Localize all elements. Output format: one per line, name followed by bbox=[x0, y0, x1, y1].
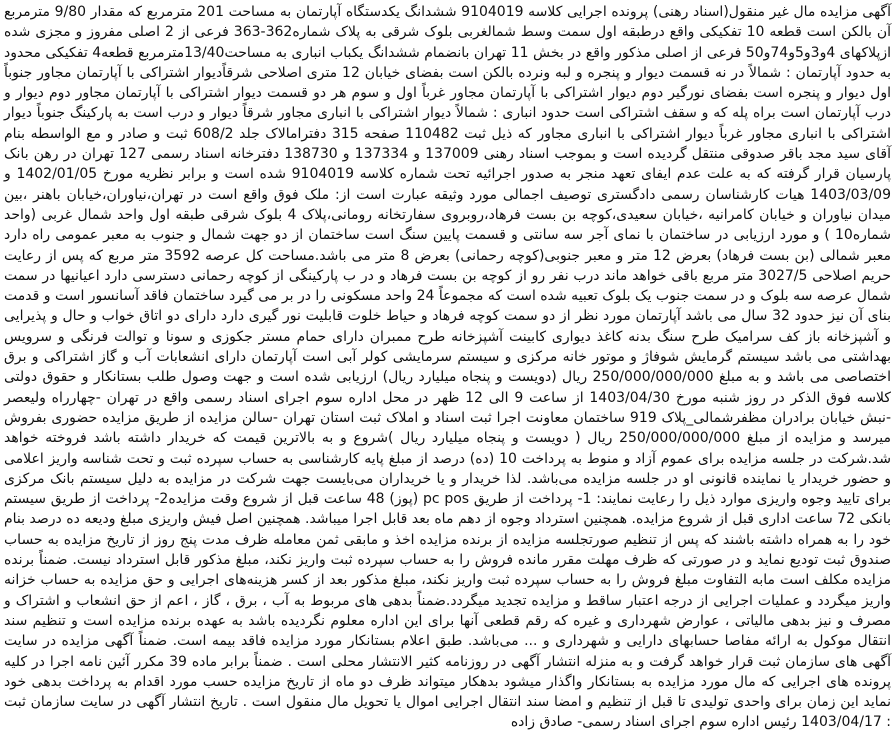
auction-notice-text: آگهی مزایده مال غیر منقول(اسناد رهنی) پرونده اجرایی کلاسه 9104019 ششدانگ یکدستگاه آپارتمان به مساحت 201 مترمربع که مقدار 9/80 مترمربع آن بالکن است قطعه 10 تفکیکی واقع درطبقه اول سمت وسط شمالغربی بلوک شرقی به پلاک شماره362-363 فرعی از 2 اصلی مفروز و مجزی شده ازپلاکهای 4و3و5و74و50 فرعی از اصلی مذکور واقع در بخش 11 تهران بانضمام ششدانگ یکباب انباری به مساحت13/40مترمربع قطعه4 تفکیکی محدود به حدود آپارتمان : شمالاً در نه قسمت دیوار و پنجره و لبه ونرده بالکن است بفضای خیابان 12 متری اصلاحی شرقاًدیوار اشتراکی با آپارتمان مجاور جنوباً اول دیوار و پنجره است بفضای نورگیر دوم دیوار اشتراکی با آپارتمان مجاور غرباً اول و سوم هر دو قسمت دیوار اشتراکی با آپارتمان مجاور دوم دیوار و درب آپارتمان است براه پله که و سقف اشتراکی است حدود انباری : شمالاً دیوار اشتراکی با انباری مجاور شرقاً دیوار و درب است به پارکینگ جنوباً دیوار اشتراکی با انباری مجاور غرباً دیوار اشتراکی با انباری مجاور که ذیل ثبت 110482 صفحه 315 دفترامالاک جلد 608/2 ثبت و صادر و مع الواسطه بنام آقای سید مجد باقر صدوقی منتقل گردیده است و بموجب اسناد رهنی 137009 و 137334 و 138730 دفترخانه اسناد رسمی 127 تهران در رهن بانک پارسیان قرار گرفته که به علت عدم ایفای تعهد منجر به صدور اجرائیه تحت شماره کلاسه 9104019 شده است و برابر نظریه مورخ 1402/01/05 و 1403/03/09 هیات کارشناسان رسمی دادگستری توصیف اجمالی مورد وثیقه عبارت است از: ملک فوق واقع است در تهران،نیاوران،خیابان باهنر ،بین میدان نیاوران و خیابان کامرانیه ،خیابان سعیدی،کوچه بن بست فرهاد،روبروی سفارتخانه رومانی،پلاک 4 بلوک شرقی طبقه اول واحد شمال غربی (واحد شماره10 ) و مورد ارزیابی در ساختمان با نمای آجر سه سانتی و قسمت پایین سنگ است ساختمان از دو جهت شمال و جنوب به معبر عمومی راه دارد معبر شمالی (بن بست فرهاد) بعرض 12 متر و معبر جنوبی(کوچه رحمانی) بعرض 8 متر می باشد.مساحت کل عرصه 3592 متر مربع که پس از رعایت حریم اصلاحی 3027/5 متر مربع باقی خواهد ماند درب نفر رو از کوچه بن بست فرهاد و در ب پارکینگی از کوچه رحمانی دسترسی دارد اعیانیها در سمت شمال عرصه سه بلوک و در سمت جنوب یک بلوک تعبیه شده است که مجموعاً 24 واحد مسکونی را در بر می گیرد ساختمان فاقد آسانسور است و قدمت بنای آن نیز حدود 32 سال می باشد آپارتمان مورد نظر از دو سمت کوچه فرهاد و حیاط خلوت قابلیت نور گیری دارد دارای دو اتاق خواب و حال و پذیرایی و آشپزخانه باز کف سرامیک طرح سنگ بدنه کاغذ دیواری کابینت آشپزخانه طرح ممبران دارای حمام مستر جکوزی و سونا و توالت فرنگی و سرویس بهداشتی می باشد سیستم گرمایش شوفاژ و موتور خانه مرکزی و سیستم سرمایشی کولر آبی است آپارتمان دارای انشعابات آب و گاز اشتراکی و برق اختصاصی می باشد و به مبلغ 250/000/000/000 ریال (دویست و پنجاه میلیارد ریال) ارزیابی شده است و جهت وصول طلب بستانکار و حقوق دولتی کلاسه فوق الذکر در روز شنبه مورخ 1403/04/30 از ساعت 9 الی 12 ظهر در محل اداره سوم اجرای اسناد رسمی واقع در تهران -چهارراه ولیعصر -نبش خیابان برادران مظفرشمالی_پلاک 919 ساختمان معاونت اجرا ثبت اسناد و املاک ثبت استان تهران -سالن مزایده از طریق مزایده حضوری بفروش میرسد و مزایده از مبلغ 250/000/000/000 ریال ( دویست و پنجاه میلیارد ریال )شروع و به بالاترین قیمت که خریدار داشته باشد فروخته خواهد شد.شرکت در جلسه مزایده برای عموم آزاد و منوط به پرداخت 10 (ده) درصد از مبلغ پایه کارشناسی به حساب سپرده ثبت و تحت شناسه واریز اعلامی و حضور خریدار یا نماینده قانونی او در جلسه مزایده می‌باشد. لذا خریدار و یا خریداران می‌بایست جهت شرکت در مزایده به دلیل سیستم بانک مرکزی برای تایید وجوه واریزی موارد ذیل را رعایت نمایند: 1- پرداخت از طریق pc pos (پوز) 48 ساعت قبل از شروع وقت مزایده2- پرداخت از طریق سیستم بانکی 72 ساعت اداری قبل از شروع مزایده. همچنین استرداد وجوه از دهم ماه بعد قابل اجرا میباشد. همچنین اصل فیش واریزی مبلغ ودیعه ده درصد بنام خود را به همراه داشته باشند که پس از تنظیم صورتجلسه مزایده از برنده مزایده اخذ و مابقی ثمن معامله ظرف مدت پنج روز از تاریخ مزایده به حساب صندوق ثبت تودیع نماید و در صورتی که ظرف مهلت مقرر مانده فروش را به حساب سپرده ثبت واریز نکند، مبلغ مذکور قابل استرداد نیست. ضمناً برنده مزایده مکلف است مابه التفاوت مبلغ فروش را به حساب سپرده ثبت واریز نکند، مبلغ مذکور بعد از کسر هزینه‌های اجرایی و حق مزایده به حساب خزانه واریز میگردد و عملیات اجرایی از درجه اعتبار ساقط و مزایده تجدید میگردد.ضمناً بدهی های مربوط به آب ، برق ، گاز ، اعم از حق انشعاب و اشتراک و مصرف و نیز بدهی مالیاتی ، عوارض شهرداری و غیره که رقم قطعی آنها برای این اداره معلوم نگردیده باشد به عهده برنده مزایده است و تنظیم سند انتقال موکول به ارائه مفاصا حسابهای دارایی و شهرداری و ... می‌باشد. طبق اعلام بستانکار مورد مزایده فاقد بیمه است. ضمناً آگهی مزایده در سایت آگهی های سازمان ثبت قرار خواهد گرفت و به منزله انتشار آگهی در روزنامه کثیر الانتشار محلی است . ضمناً برابر ماده 39 مکرر آئین نامه اجرا در کلیه پرونده های اجرایی که مال مورد مزایده به بستانکار واگذار میشود بدهکار میتواند ظرف دو ماه از تاریخ مزایده حسب مورد اقدام به پرداخت بدهی خود نماید این زمان برای واحدی تولیدی تا قبل از تنظیم و امضا سند انتقال اجرایی اموال یا تحویل مال منقول است . تاریخ انتشار آگهی در سایت سازمان ثبت : 1403/04/17 رئیس اداره سوم اجرای اسناد رسمی- صادق زاده bbox=[4, 4, 892, 731]
